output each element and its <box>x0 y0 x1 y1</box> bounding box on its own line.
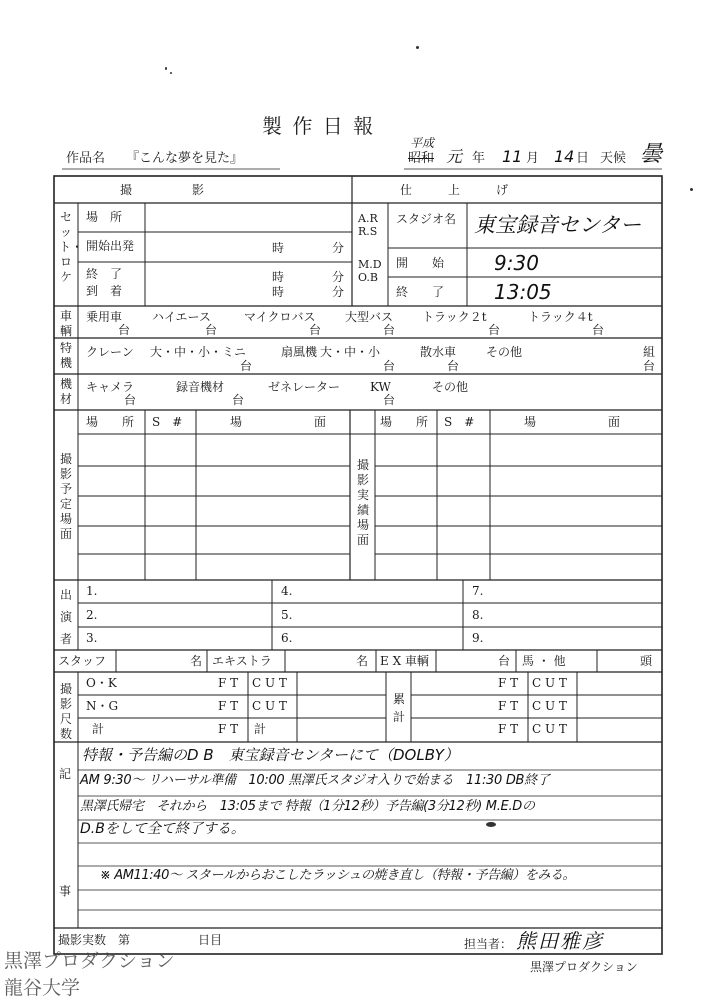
finishing-header: 仕 上 げ <box>400 183 509 197</box>
scan-speck <box>165 67 167 70</box>
planned-col-scene: 場 面 <box>230 415 327 429</box>
cast-number-6: 6. <box>281 631 293 645</box>
form-title: 製 作 日 報 <box>262 114 376 138</box>
departure-minute-label: 分 <box>332 241 345 255</box>
extra-count-unit: 名 <box>356 654 369 668</box>
vehicle-microbus-unit: 台 <box>309 323 322 337</box>
work-title-label: 作品名 <box>66 151 106 166</box>
actual-scenes-side-label: 撮影実績場面 <box>356 458 369 547</box>
film-side-label: 撮影尺数 <box>59 682 72 741</box>
water-truck-unit: 台 <box>447 359 460 373</box>
film-ng-ft: F T <box>218 699 239 713</box>
studio-name-label: スタジオ名 <box>396 212 457 226</box>
cast-number-8: 8. <box>472 608 484 622</box>
scan-speck <box>170 72 172 74</box>
work-title-value: 『こんな夢を見た』 <box>126 151 244 166</box>
cast-number-7: 7. <box>472 584 484 598</box>
kw-label: KW <box>370 380 391 394</box>
film-row-ng: N・G <box>86 699 119 713</box>
vehicle-sedan: 乗用車 <box>86 310 123 324</box>
cast-number-3: 3. <box>86 631 98 645</box>
note-line-4: D.Bをして全て終了する。 <box>80 821 245 837</box>
actual-col-place: 場 所 <box>380 415 429 429</box>
vehicle-large-bus: 大型バス <box>345 310 394 324</box>
vehicle-truck-4t: トラック４t <box>528 310 593 324</box>
staff-label: スタッフ <box>58 654 107 668</box>
sound-equipment-label: 録音機材 <box>176 380 225 394</box>
end-label: 終 了 <box>86 267 123 281</box>
watermark-line-1: 黒澤プロダクション <box>4 950 175 972</box>
film-ng-cut: C U T <box>252 699 287 713</box>
arrival-label: 到 着 <box>86 284 123 298</box>
vehicle-sedan-unit: 台 <box>118 323 131 337</box>
md-ob-label: M.D O.B <box>358 258 382 284</box>
arrival-hour-label: 時 <box>272 285 285 299</box>
sound-equipment-unit: 台 <box>232 393 245 407</box>
arrival-minute-label: 分 <box>332 285 345 299</box>
watermark-line-2: 龍谷大学 <box>4 977 81 999</box>
vehicle-large-bus-unit: 台 <box>383 323 396 337</box>
date-day: 14 <box>554 147 575 166</box>
company-stamp: 黒澤プロダクション <box>530 960 638 974</box>
special-other-label: その他 <box>486 345 523 359</box>
cumulative-cut-3: C U T <box>532 722 567 736</box>
person-in-charge-label: 担当者： <box>464 937 513 951</box>
shooting-header: 撮 影 <box>120 183 205 197</box>
finish-time-value: 13:05 <box>494 280 552 304</box>
crane-sizes: 大・中・小・ミニ <box>150 345 247 359</box>
vehicle-truck-2t: トラック２t <box>422 310 487 324</box>
cast-number-1: 1. <box>86 584 98 598</box>
actual-col-scene: 場 面 <box>524 415 621 429</box>
weather-label: 天候 <box>600 151 627 166</box>
film-ok-cut: C U T <box>252 676 287 690</box>
fan-unit: 台 <box>383 359 396 373</box>
notes-side-label-top: 記 <box>59 767 72 781</box>
shooting-days-unit: 日目 <box>198 933 223 947</box>
weather-value: 曇 <box>640 142 663 167</box>
date-month-unit: 月 <box>526 151 540 166</box>
ink-smudge <box>486 822 496 827</box>
cast-number-9: 9. <box>472 631 484 645</box>
generator-unit: 台 <box>383 393 396 407</box>
departure-hour-label: 時 <box>272 241 285 255</box>
planned-scenes-side-label: 撮影予定場面 <box>59 452 72 541</box>
start-time-value: 9:30 <box>494 251 539 275</box>
staff-count-unit: 名 <box>190 654 203 668</box>
planned-col-s-number: S # <box>152 415 183 429</box>
camera-label: キャメラ <box>86 380 135 394</box>
departure-label: 開始出発 <box>86 239 135 253</box>
film-total-ft: F T <box>218 722 239 736</box>
cast-number-4: 4. <box>281 584 293 598</box>
camera-unit: 台 <box>124 393 137 407</box>
vehicle-hiace: ハイエース <box>152 310 211 324</box>
set-location-side-label: セット・ロケ <box>59 210 84 284</box>
date-year-unit: 年 <box>472 151 486 166</box>
vehicle-truck-4t-unit: 台 <box>592 323 605 337</box>
notes-side-label-bottom: 事 <box>59 884 72 898</box>
cumulative-cut-2: C U T <box>532 699 567 713</box>
vehicles-side-label: 車輌 <box>59 309 72 338</box>
film-total-sum: 計 <box>254 722 267 736</box>
vehicle-hiace-unit: 台 <box>205 323 218 337</box>
scan-speck <box>416 46 419 49</box>
ex-vehicle-label: E X 車輌 <box>380 654 429 668</box>
end-minute-label: 分 <box>332 270 345 284</box>
fan-sizes: 大・中・小 <box>320 345 381 359</box>
film-row-ok: O・K <box>86 676 117 690</box>
date-era-written: 平成 <box>410 136 435 150</box>
finish-label: 終 了 <box>396 285 445 299</box>
vehicle-truck-2t-unit: 台 <box>488 323 501 337</box>
cumulative-ft-2: F T <box>498 699 519 713</box>
horse-other-label: 馬 ・ 他 <box>522 654 566 668</box>
cast-number-5: 5. <box>281 608 293 622</box>
water-truck-label: 散水車 <box>420 345 457 359</box>
note-line-2: AM 9:30～ リハーサル準備 10:00 黒澤氏スタジオ入りで始まる 11:30 DB終了 <box>80 773 550 788</box>
date-era-printed: 昭和 <box>408 151 435 166</box>
ar-rs-label: A.R R.S <box>358 212 378 238</box>
generator-label: ゼネレーター <box>268 380 341 394</box>
note-line-3: 黒澤氏帰宅 それから 13:05まで 特報（1分12秒）予告編(3分12秒) M.E.Dの <box>80 799 535 814</box>
fan-label: 扇風機 <box>281 345 318 359</box>
planned-col-place: 場 所 <box>86 415 135 429</box>
person-in-charge-name: 熊田雅彦 <box>516 929 604 953</box>
crane-label: クレーン <box>86 345 134 359</box>
cast-number-2: 2. <box>86 608 98 622</box>
horse-other-unit: 頭 <box>640 654 653 668</box>
date-month: 11 <box>502 147 523 166</box>
cumulative-cut-1: C U T <box>532 676 567 690</box>
note-line-1: 特報・予告編のD B 東宝録音センターにて（DOLBY） <box>82 746 459 764</box>
scan-speck <box>690 188 693 191</box>
film-row-total: 計 <box>92 722 105 736</box>
place-label: 場 所 <box>86 210 123 224</box>
extra-label: エキストラ <box>212 654 272 668</box>
note-line-6: ※ AM11:40～ スタールからおこしたラッシュの焼き直し（特報・予告編）をみる。 <box>100 868 576 883</box>
vehicle-microbus: マイクロバス <box>244 310 316 324</box>
studio-name-value: 東宝録音センター <box>474 213 642 237</box>
ex-vehicle-unit: 台 <box>498 654 511 668</box>
cumulative-ft-1: F T <box>498 676 519 690</box>
crane-unit: 台 <box>240 359 253 373</box>
date-line <box>406 136 676 172</box>
shooting-days-label: 撮影実数 第 <box>58 933 131 947</box>
special-other-unit: 台 <box>643 359 656 373</box>
film-ok-ft: F T <box>218 676 239 690</box>
date-year: 元 <box>446 147 463 166</box>
start-label: 開 始 <box>396 256 445 270</box>
actual-col-s-number: S # <box>444 415 475 429</box>
cumulative-label: 累計 <box>392 692 405 724</box>
date-day-unit: 日 <box>576 151 590 166</box>
equipment-side-label: 機材 <box>59 377 72 406</box>
special-set-unit: 組 <box>643 345 656 359</box>
cast-side-label: 出演者 <box>59 588 72 646</box>
equipment-other-label: その他 <box>432 380 469 394</box>
end-hour-label: 時 <box>272 270 285 284</box>
special-equipment-side-label: 特機 <box>59 341 72 370</box>
cumulative-ft-3: F T <box>498 722 519 736</box>
